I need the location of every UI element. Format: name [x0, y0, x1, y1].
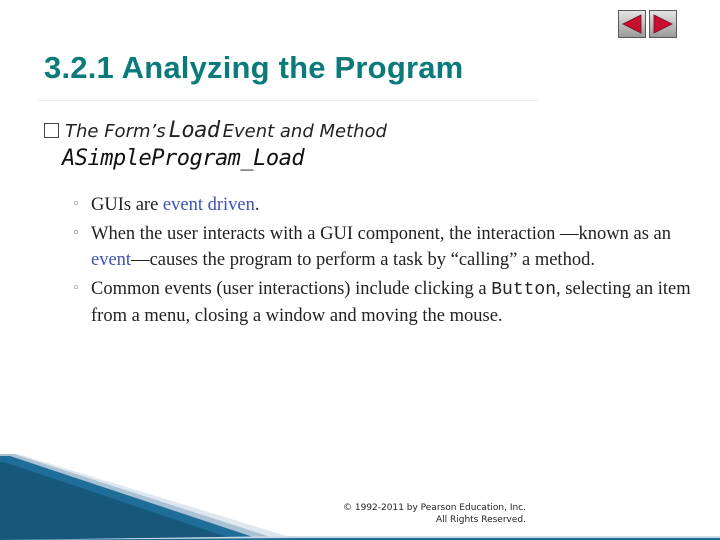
highlighted-term: event driven [162, 195, 255, 215]
bullet-text: GUIs are [91, 195, 163, 215]
heading-prefix: The Form’s [65, 121, 166, 142]
next-slide-button[interactable] [649, 10, 677, 38]
highlighted-term: event [91, 250, 132, 270]
copyright-notice [300, 502, 526, 526]
previous-slide-button[interactable] [618, 10, 646, 38]
circle-bullet-icon: ◦ [72, 197, 80, 212]
bullet-item [72, 276, 692, 329]
bullet-text: When the user interacts with a GUI component, the interaction —known as an [91, 224, 672, 244]
title-divider [38, 100, 538, 101]
triangle-right-icon [652, 14, 674, 34]
copyright-line-2: All Rights Reserved. [435, 515, 526, 525]
slide-title: 3.2.1 Analyzing the Program [44, 50, 464, 85]
bullet-text: —causes the program to perform a task by “calling” a method. [131, 250, 595, 270]
heading-method-name: ASimpleProgram_Load [62, 146, 305, 171]
section-heading [44, 118, 387, 171]
bullet-list [72, 192, 692, 332]
slide-navigation [618, 10, 677, 38]
bullet-text: . [254, 195, 260, 215]
copyright-line-1: © 1992-2011 by Pearson Education, Inc. [343, 503, 526, 513]
heading-suffix: Event and Method [222, 121, 387, 142]
bullet-item [72, 221, 692, 273]
square-bullet-icon [44, 123, 59, 138]
bullet-text: Common events (user interactions) include clicking a [91, 279, 492, 299]
code-term: Button [491, 280, 557, 300]
triangle-left-icon [621, 14, 643, 34]
circle-bullet-icon: ◦ [72, 226, 80, 241]
bullet-item [72, 192, 692, 218]
circle-bullet-icon: ◦ [72, 281, 80, 296]
bullet-text: , selecting an item from a menu, closing a window and moving the mouse. [91, 279, 691, 326]
heading-code-word: Load [168, 118, 220, 143]
